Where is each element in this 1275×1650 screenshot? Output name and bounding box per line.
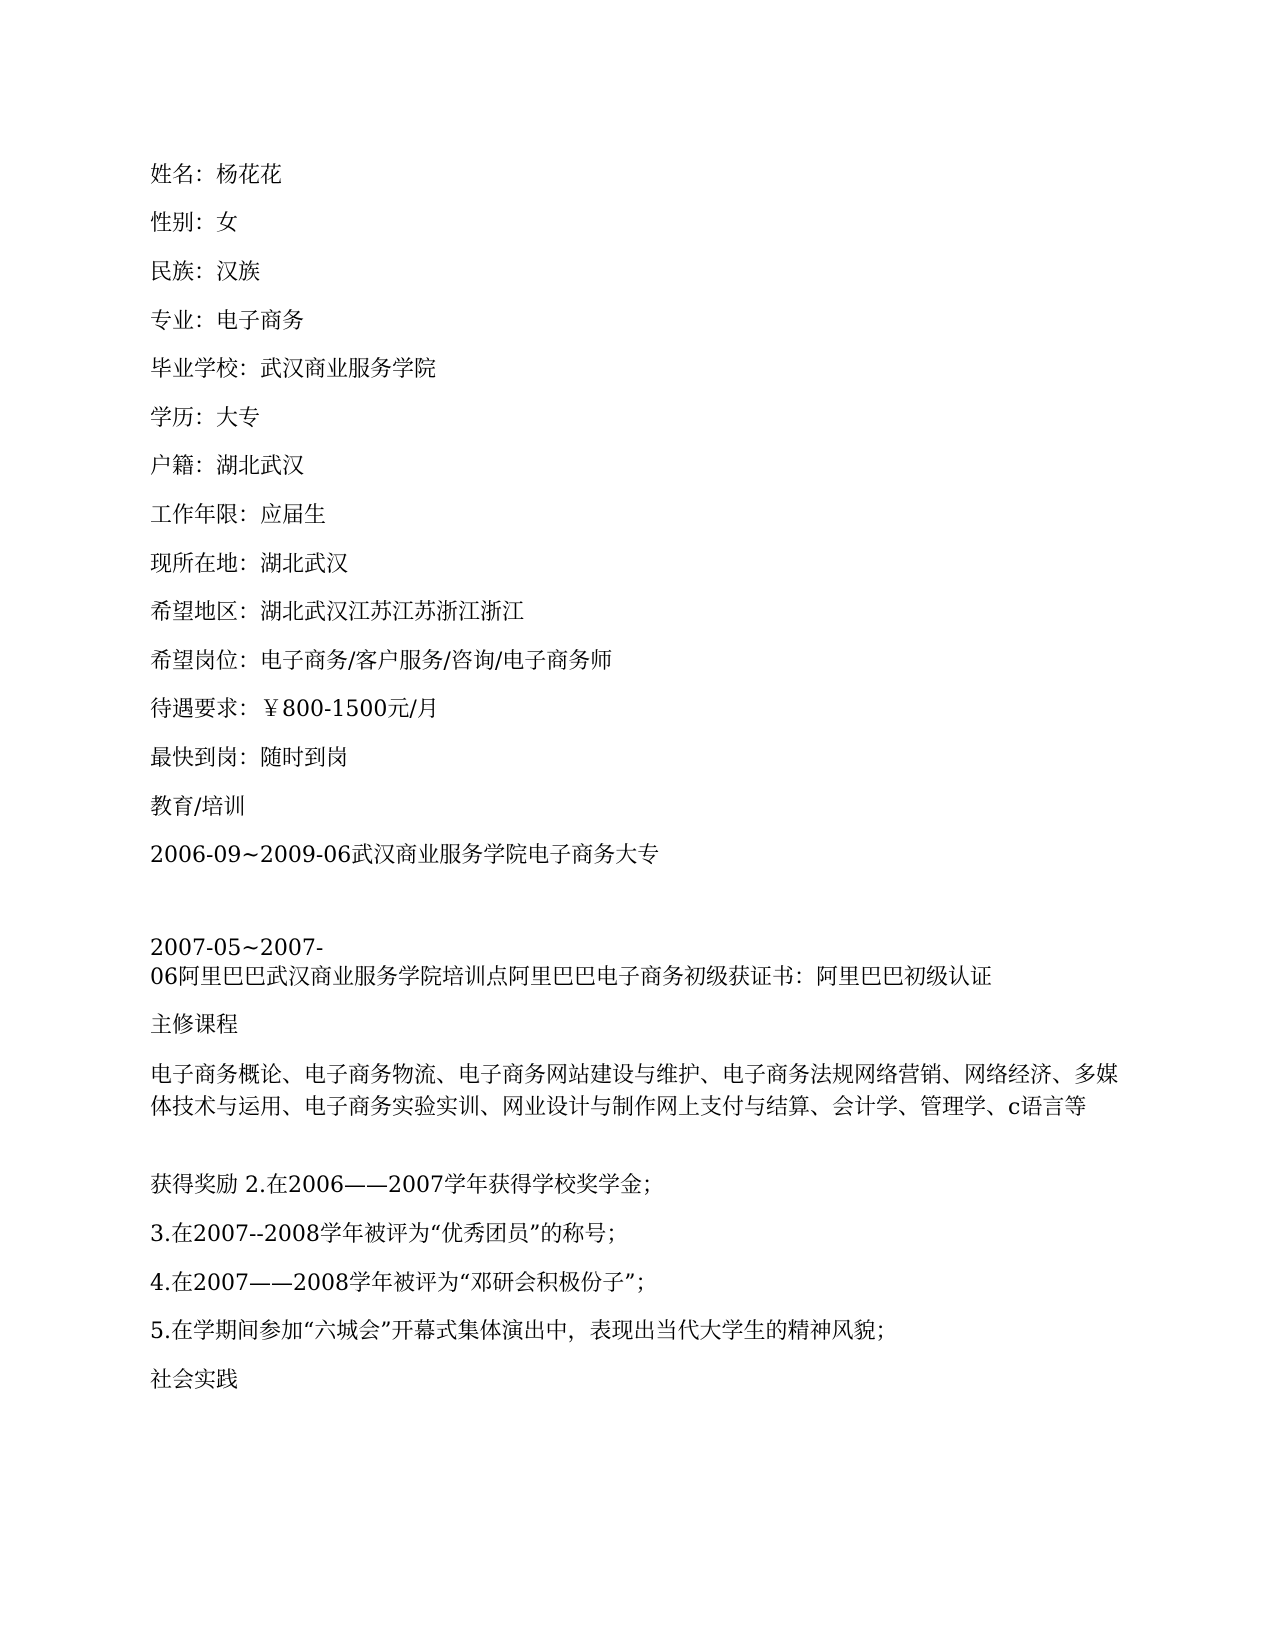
desired-position-field: 希望岗位：电子商务/客户服务/咨询/电子商务师	[150, 649, 613, 674]
degree-field: 学历：大专	[150, 406, 261, 431]
work-years-field: 工作年限：应届生	[150, 503, 327, 528]
location-field: 现所在地：湖北武汉	[150, 552, 349, 577]
award-item-2: 获得奖励 2.在2006——2007学年获得学校奖学金；	[150, 1173, 664, 1198]
training-entry-line-2: 06阿里巴巴武汉商业服务学院培训点阿里巴巴电子商务初级获证书：阿里巴巴初级认证	[150, 965, 992, 990]
availability-field: 最快到岗：随时到岗	[150, 746, 349, 771]
courses-heading: 主修课程	[150, 1013, 239, 1038]
education-entry: 2006-09~2009-06武汉商业服务学院电子商务大专	[150, 843, 660, 868]
salary-field: 待遇要求：￥800-1500元/月	[150, 697, 439, 722]
ethnicity-field: 民族：汉族	[150, 260, 261, 285]
school-field: 毕业学校：武汉商业服务学院	[150, 357, 437, 382]
hukou-field: 户籍：湖北武汉	[150, 454, 305, 479]
award-item-5: 5.在学期间参加“六城会”开幕式集体演出中，表现出当代大学生的精神风貌；	[150, 1319, 898, 1344]
major-field: 专业：电子商务	[150, 309, 305, 334]
courses-list: 电子商务概论、电子商务物流、电子商务网站建设与维护、电子商务法规网络营销、网络经济、多媒体技术与运用、电子商务实验实训、网业设计与制作网上支付与结算、会计学、管理学、c语言等	[150, 1063, 1119, 1120]
desired-region-field: 希望地区：湖北武汉江苏江苏浙江浙江	[150, 600, 525, 625]
award-item-4: 4.在2007——2008学年被评为“邓研会积极份子”；	[150, 1271, 658, 1296]
name-field: 姓名：杨花花	[150, 163, 283, 188]
practice-heading: 社会实践	[150, 1368, 239, 1393]
award-item-3: 3.在2007--2008学年被评为“优秀团员”的称号；	[150, 1222, 629, 1247]
gender-field: 性别：女	[150, 211, 239, 236]
training-entry-line-1: 2007-05~2007-	[150, 936, 324, 961]
education-heading: 教育/培训	[150, 795, 246, 820]
